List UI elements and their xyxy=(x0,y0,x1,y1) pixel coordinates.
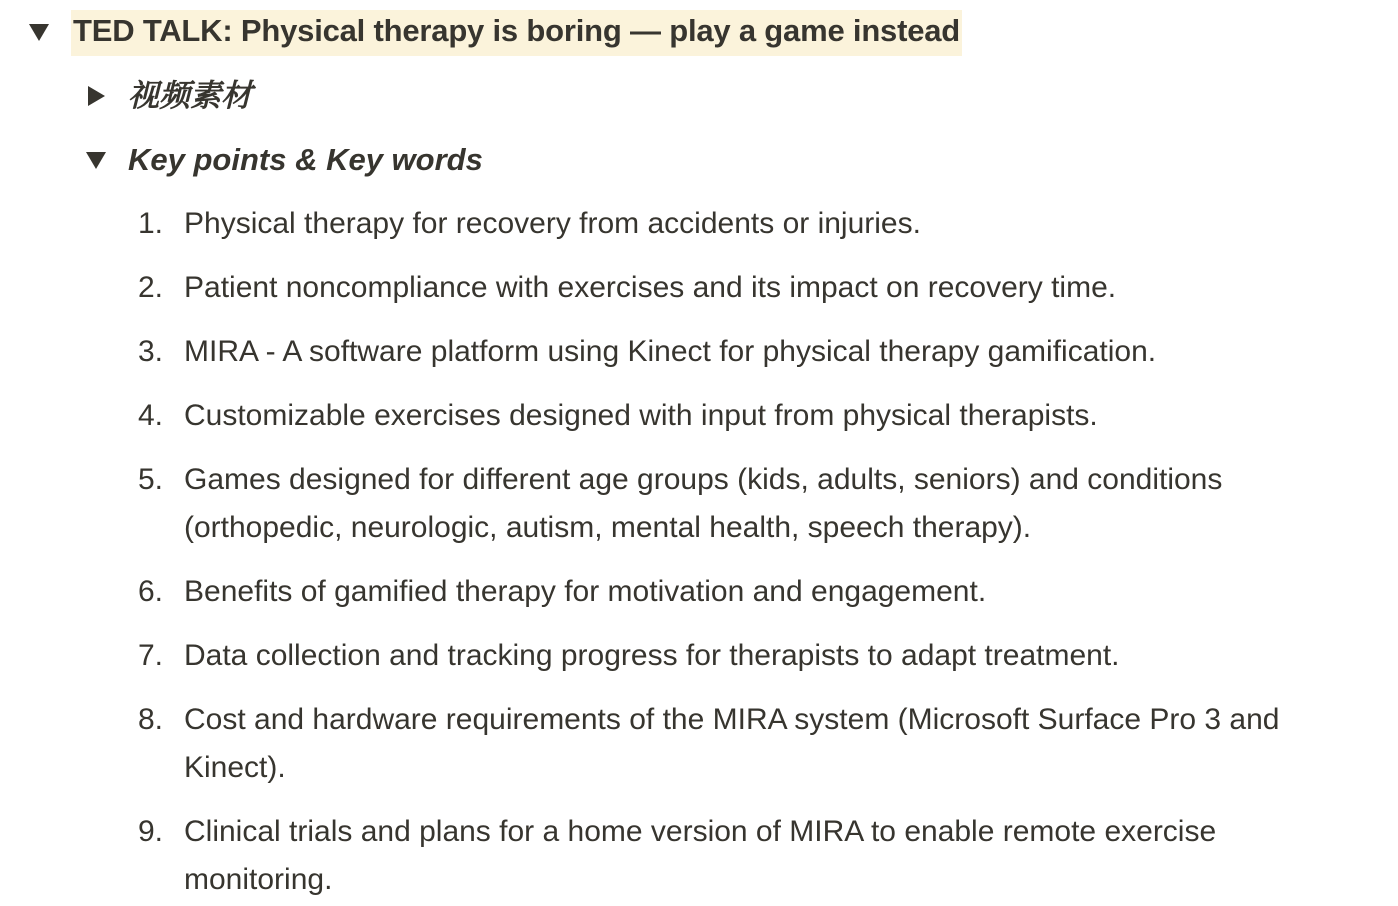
list-item-text: Games designed for different age groups (kids, adults, seniors) and conditions (orthopedic, neurologic, autism, mental health, speech therapy). xyxy=(184,463,1223,544)
toggle-collapse-icon[interactable] xyxy=(25,18,53,46)
list-item-text: MIRA - A software platform using Kinect for physical therapy gamification. xyxy=(184,335,1157,368)
list-item-text: Data collection and tracking progress for therapists to adapt treatment. xyxy=(184,639,1120,672)
list-item-text: Customizable exercises designed with input from physical therapists. xyxy=(184,399,1098,432)
triangle-right-icon xyxy=(88,86,105,106)
list-item-text: Clinical trials and plans for a home version of MIRA to enable remote exercise monitoring. xyxy=(184,815,1217,896)
list-number: 1. xyxy=(138,207,164,240)
toggle-key-points[interactable]: Key points & Key words xyxy=(128,142,483,177)
triangle-down-icon xyxy=(86,152,106,169)
list-number: 3. xyxy=(138,335,164,368)
list-number: 7. xyxy=(138,639,164,672)
list-number: 5. xyxy=(138,463,164,496)
triangle-down-icon xyxy=(29,24,49,41)
toggle-video-materials[interactable]: 视频素材 xyxy=(128,78,252,113)
list-number: 8. xyxy=(138,703,164,736)
page-title-toggle[interactable]: TED TALK: Physical therapy is boring — play a game instead xyxy=(71,10,962,56)
toggle-collapse-icon[interactable] xyxy=(82,146,110,174)
list-number: 9. xyxy=(138,815,164,848)
list-item-text: Physical therapy for recovery from accidents or injuries. xyxy=(184,207,921,240)
list-number: 2. xyxy=(138,271,164,304)
list-number: 4. xyxy=(138,399,164,432)
list-item-text: Cost and hardware requirements of the MIRA system (Microsoft Surface Pro 3 and Kinect). xyxy=(184,703,1280,784)
toggle-expand-icon[interactable] xyxy=(82,82,110,110)
list-number: 6. xyxy=(138,575,164,608)
list-item-text: Patient noncompliance with exercises and its impact on recovery time. xyxy=(184,271,1117,304)
list-item-text: Benefits of gamified therapy for motivation and engagement. xyxy=(184,575,987,608)
